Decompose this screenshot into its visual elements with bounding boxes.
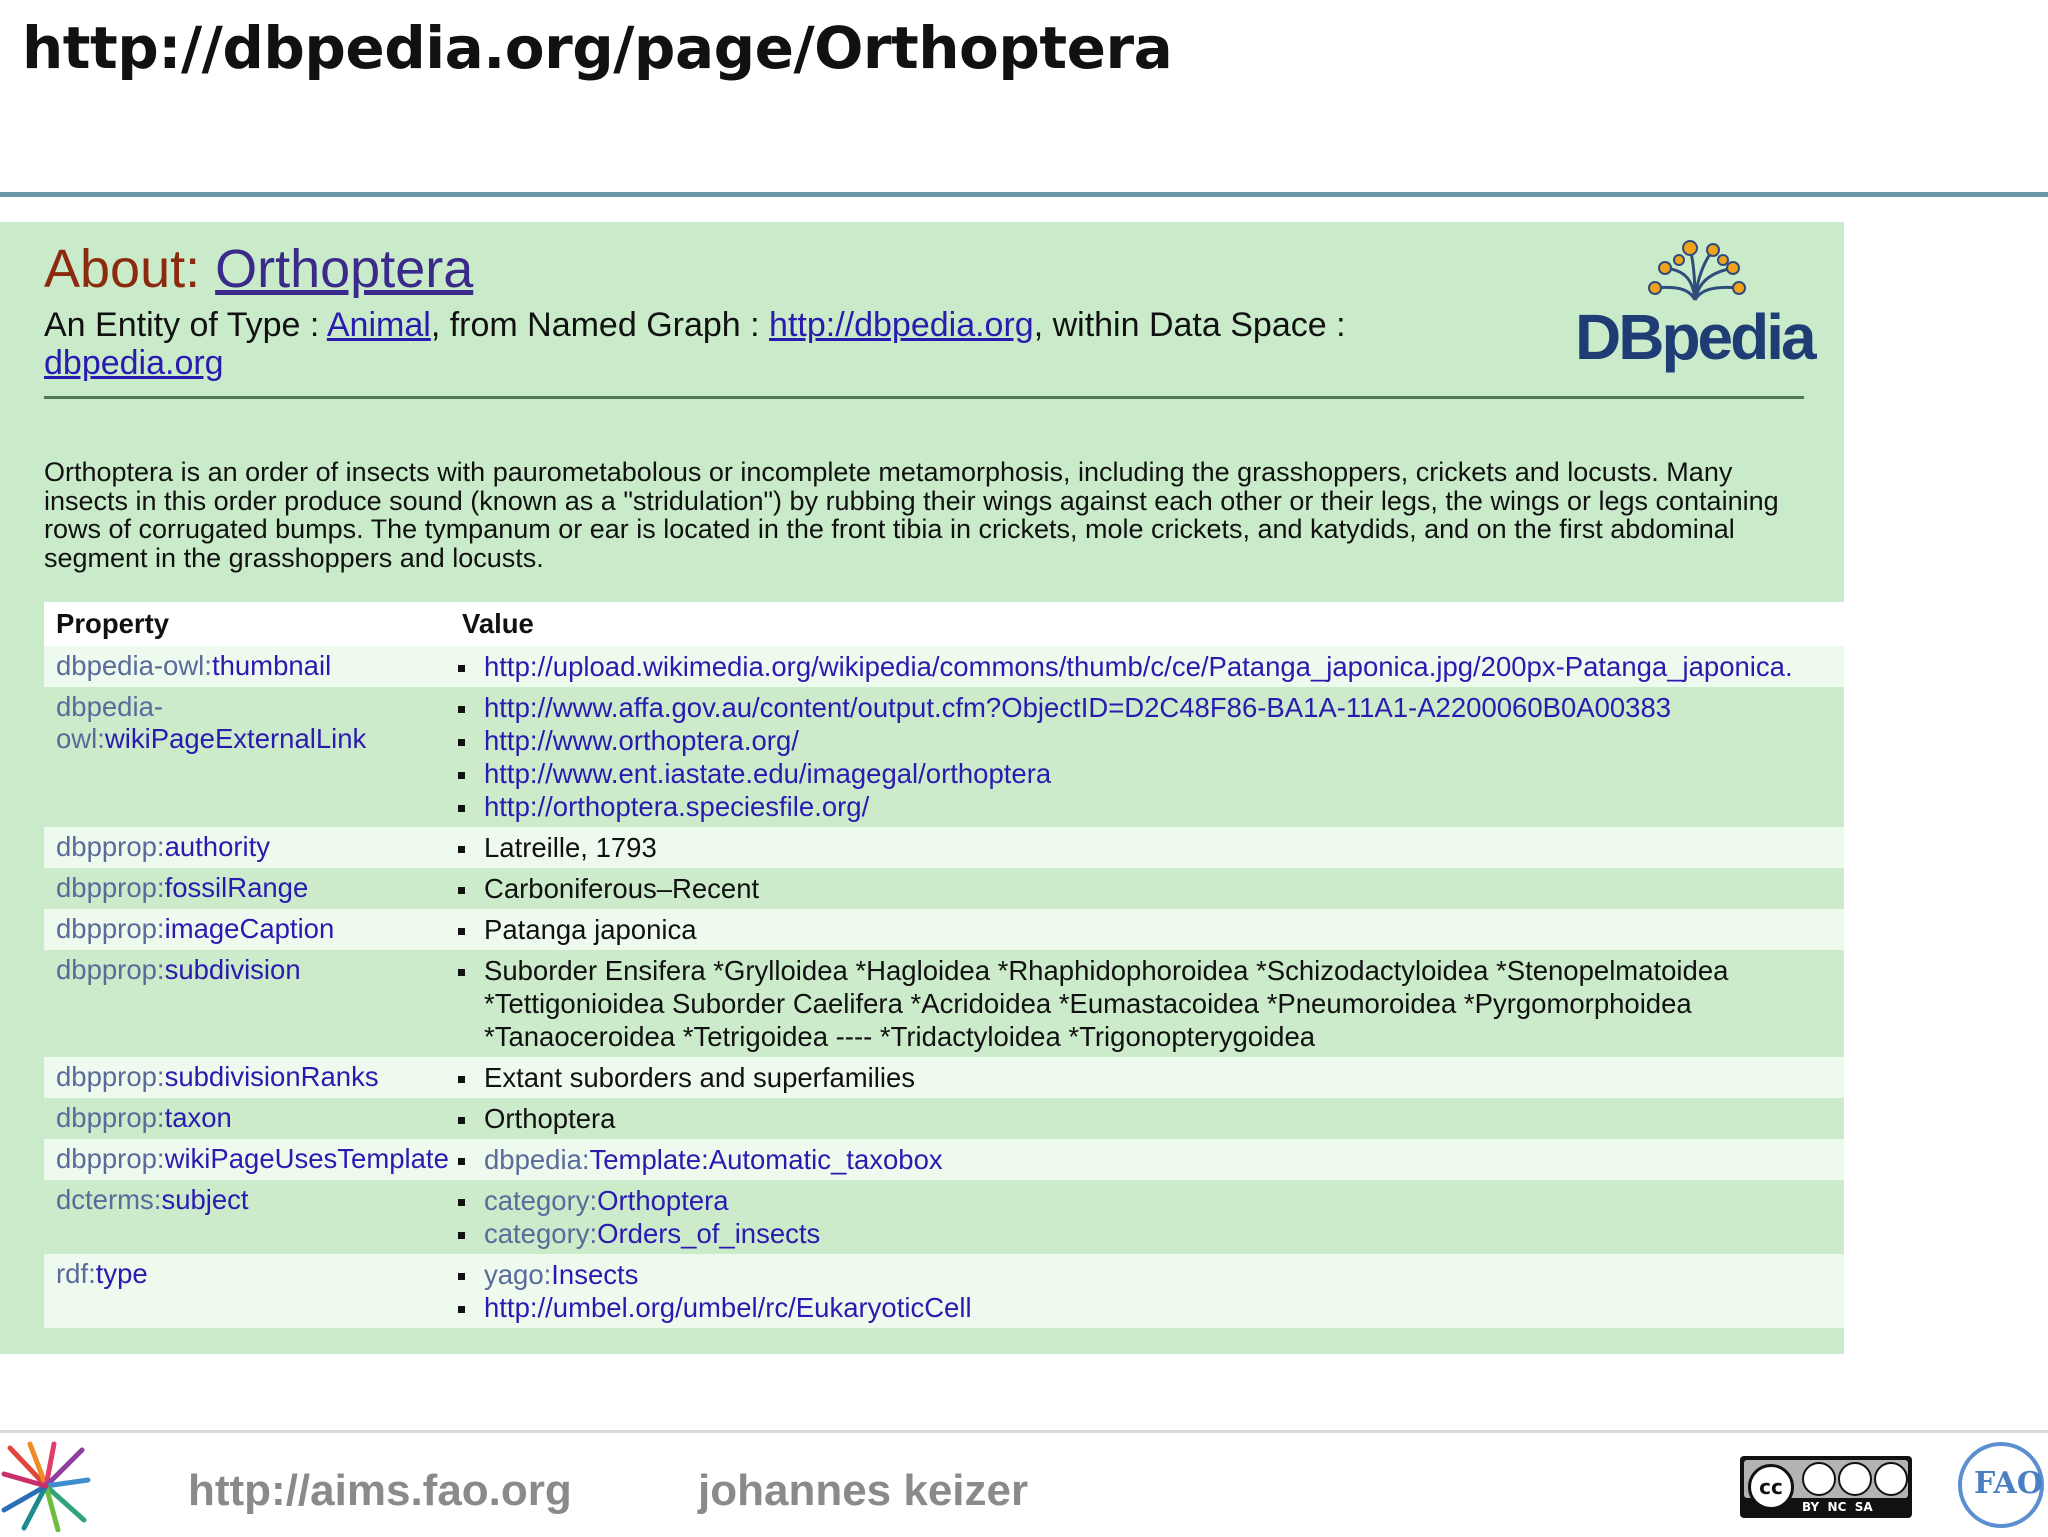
value-item — [462, 1102, 1844, 1135]
entity-description — [44, 306, 1424, 382]
property-cell — [44, 1057, 450, 1098]
value-cell — [450, 1139, 1844, 1180]
property-cell — [44, 909, 450, 950]
property-prefix-link[interactable]: dbpprop: — [56, 913, 165, 944]
value-link[interactable]: http://upload.wikimedia.org/wikipedia/commons/thumb/c/ce/Patanga_japonica.jpg/200px-Patanga_japonica. — [484, 651, 1793, 682]
value-text: Suborder Ensifera *Grylloidea *Hagloidea *Rhaphidophoroidea *Schizodactyloidea *Stenopelmatoidea *Tettigonioidea Suborder Caelifera *Acridoidea *Eumastacoidea *Pneumoroidea *Pyrgomorphoidea *Tanaoceroidea *Tetrigoidea ---- *Tridactyloidea *Trigonopterygoidea — [484, 955, 1729, 1052]
value-link[interactable]: http://umbel.org/umbel/rc/EukaryoticCell — [484, 1292, 972, 1323]
property-prefix-link[interactable]: dbpprop: — [56, 872, 165, 903]
entity-mid: , from Named Graph : — [430, 306, 770, 344]
property-name-link[interactable]: type — [95, 1258, 148, 1289]
property-name-link[interactable]: taxon — [164, 1102, 232, 1133]
table-row — [44, 1180, 1844, 1254]
value-list — [462, 1102, 1844, 1135]
property-cell — [44, 1098, 450, 1139]
table-row — [44, 1057, 1844, 1098]
property-prefix-link[interactable]: dbpprop: — [56, 831, 165, 862]
value-item — [462, 872, 1844, 905]
property-name-link[interactable]: wikiPageExternalLink — [104, 723, 367, 754]
value-cell — [450, 827, 1844, 868]
property-cell — [44, 1180, 450, 1254]
fao-logo-text: FAO — [1974, 1466, 2043, 1501]
footer-divider — [0, 1430, 2048, 1433]
value-item — [462, 913, 1844, 946]
value-list — [462, 913, 1844, 946]
value-list — [462, 954, 1844, 1053]
value-link[interactable]: Orthoptera — [597, 1185, 729, 1216]
entity-suffix: , within Data Space : — [1033, 306, 1346, 344]
value-item — [462, 724, 1844, 757]
property-cell — [44, 950, 450, 1057]
dbpedia-page-screenshot — [0, 222, 1844, 1354]
property-cell — [44, 1139, 450, 1180]
property-cell — [44, 646, 450, 687]
data-space-link[interactable]: dbpedia.org — [44, 344, 224, 382]
table-row — [44, 868, 1844, 909]
value-prefix-link[interactable]: category: — [484, 1185, 598, 1216]
dbpedia-logo-text: DBpedia — [1575, 301, 1814, 373]
property-cell — [44, 687, 450, 827]
value-text: Latreille, 1793 — [484, 832, 657, 863]
value-cell — [450, 687, 1844, 827]
property-cell — [44, 868, 450, 909]
value-cell — [450, 1098, 1844, 1139]
property-name-link[interactable]: imageCaption — [164, 913, 335, 944]
title-divider — [0, 192, 2048, 197]
value-cell — [450, 646, 1844, 687]
abstract-text: Orthoptera is an order of insects with paurometabolous or incomplete metamorphosis, including the grasshoppers, crickets and locusts. Many insects in this order produce sound (known as a "stridulation") by rubbing their wings against each other or their legs, the wings or legs containing rows of corrugated bumps. The tympanum or ear is located in the front tibia in crickets, mole crickets, and katydids, and on the first abdominal segment in the grasshoppers and locusts. — [44, 457, 1779, 573]
value-cell — [450, 1057, 1844, 1098]
value-item — [462, 1291, 1844, 1324]
value-cell — [450, 868, 1844, 909]
value-item — [462, 1061, 1844, 1094]
table-row — [44, 827, 1844, 868]
table-row — [44, 1139, 1844, 1180]
cc-license-sub: BY NC SA — [1802, 1500, 1873, 1514]
property-name-link[interactable]: subdivision — [164, 954, 301, 985]
property-prefix-link[interactable]: dbpprop: — [56, 1102, 165, 1133]
property-table — [44, 602, 1844, 1328]
value-item — [462, 691, 1844, 724]
value-list — [462, 831, 1844, 864]
property-prefix-link[interactable]: dbpprop: — [56, 954, 165, 985]
value-link[interactable]: Orders_of_insects — [597, 1218, 821, 1249]
property-prefix-link[interactable]: dbpedia-owl: — [56, 650, 212, 681]
value-cell — [450, 1254, 1844, 1328]
value-prefix-link[interactable]: category: — [484, 1218, 598, 1249]
property-name-link[interactable]: fossilRange — [164, 872, 309, 903]
value-text: Carboniferous–Recent — [484, 873, 760, 904]
property-cell — [44, 827, 450, 868]
property-name-link[interactable]: subdivisionRanks — [164, 1061, 379, 1092]
cc-icon: cc — [1748, 1464, 1794, 1510]
column-header-property: Property — [44, 602, 450, 646]
property-name-link[interactable]: subject — [161, 1184, 249, 1215]
aims-logo — [0, 1440, 92, 1532]
table-row — [44, 646, 1844, 687]
footer-site-link[interactable]: http://aims.fao.org — [188, 1466, 572, 1515]
dbpedia-logo-icon — [1635, 238, 1755, 308]
property-name-link[interactable]: thumbnail — [211, 650, 332, 681]
fao-logo — [1954, 1438, 2048, 1532]
value-list — [462, 650, 1844, 683]
value-list — [462, 1061, 1844, 1094]
about-entity-link[interactable]: Orthoptera — [215, 239, 474, 299]
value-item — [462, 650, 1844, 683]
cc-license-badge[interactable] — [1740, 1456, 1912, 1518]
entity-prefix: An Entity of Type : — [44, 306, 327, 344]
value-item — [462, 954, 1844, 1053]
value-item — [462, 1258, 1844, 1291]
entity-type-link[interactable]: Animal — [326, 306, 431, 344]
property-rows — [44, 646, 1844, 1328]
value-link[interactable]: Insects — [551, 1259, 639, 1290]
value-link[interactable]: Template:Automatic_taxobox — [589, 1144, 943, 1175]
property-prefix-link[interactable]: dcterms: — [56, 1184, 162, 1215]
value-text: Extant suborders and superfamilies — [484, 1062, 916, 1093]
property-cell — [44, 1254, 450, 1328]
footer-author: johannes keizer — [698, 1466, 1029, 1515]
property-name-link[interactable]: wikiPageUsesTemplate — [164, 1143, 449, 1174]
value-item — [462, 1143, 1844, 1176]
table-row — [44, 909, 1844, 950]
property-prefix-link[interactable]: dbpprop: — [56, 1143, 165, 1174]
about-heading — [44, 238, 473, 300]
slide-title: http://dbpedia.org/page/Orthoptera — [22, 14, 1173, 82]
column-header-value: Value — [450, 602, 1844, 646]
value-item — [462, 1184, 1844, 1217]
by-icon — [1802, 1462, 1836, 1496]
value-link[interactable]: http://www.orthoptera.org/ — [484, 725, 799, 756]
property-name-link[interactable]: authority — [164, 831, 271, 862]
value-link[interactable]: http://www.affa.gov.au/content/output.cfm?ObjectID=D2C48F86-BA1A-11A1-A2200060B0A00383 — [484, 692, 1672, 723]
table-row — [44, 687, 1844, 827]
about-label: About: — [44, 239, 216, 299]
value-cell — [450, 909, 1844, 950]
value-list — [462, 1258, 1844, 1324]
dbpedia-logo[interactable] — [1575, 238, 1814, 378]
value-text: Patanga japonica — [484, 914, 697, 945]
aims-logo-icon — [0, 1440, 92, 1532]
value-item — [462, 1217, 1844, 1250]
value-cell — [450, 950, 1844, 1057]
header-divider — [44, 396, 1804, 399]
value-list — [462, 1184, 1844, 1250]
property-prefix-link[interactable]: dbpedia-owl: — [56, 691, 164, 754]
value-list — [462, 872, 1844, 905]
value-prefix-link[interactable]: yago: — [484, 1259, 552, 1290]
table-row — [44, 1098, 1844, 1139]
sa-icon — [1874, 1462, 1908, 1496]
property-prefix-link[interactable]: rdf: — [56, 1258, 96, 1289]
table-row — [44, 950, 1844, 1057]
value-list — [462, 691, 1844, 823]
value-prefix-link[interactable]: dbpedia: — [484, 1144, 590, 1175]
value-link[interactable]: http://orthoptera.speciesfile.org/ — [484, 791, 870, 822]
nc-icon — [1838, 1462, 1872, 1496]
value-item — [462, 757, 1844, 790]
value-list — [462, 1143, 1844, 1176]
value-item — [462, 790, 1844, 823]
property-prefix-link[interactable]: dbpprop: — [56, 1061, 165, 1092]
value-text: Orthoptera — [484, 1103, 616, 1134]
table-row — [44, 1254, 1844, 1328]
value-cell — [450, 1180, 1844, 1254]
value-link[interactable]: http://www.ent.iastate.edu/imagegal/orthoptera — [484, 758, 1052, 789]
value-item — [462, 831, 1844, 864]
named-graph-link[interactable]: http://dbpedia.org — [769, 306, 1034, 344]
